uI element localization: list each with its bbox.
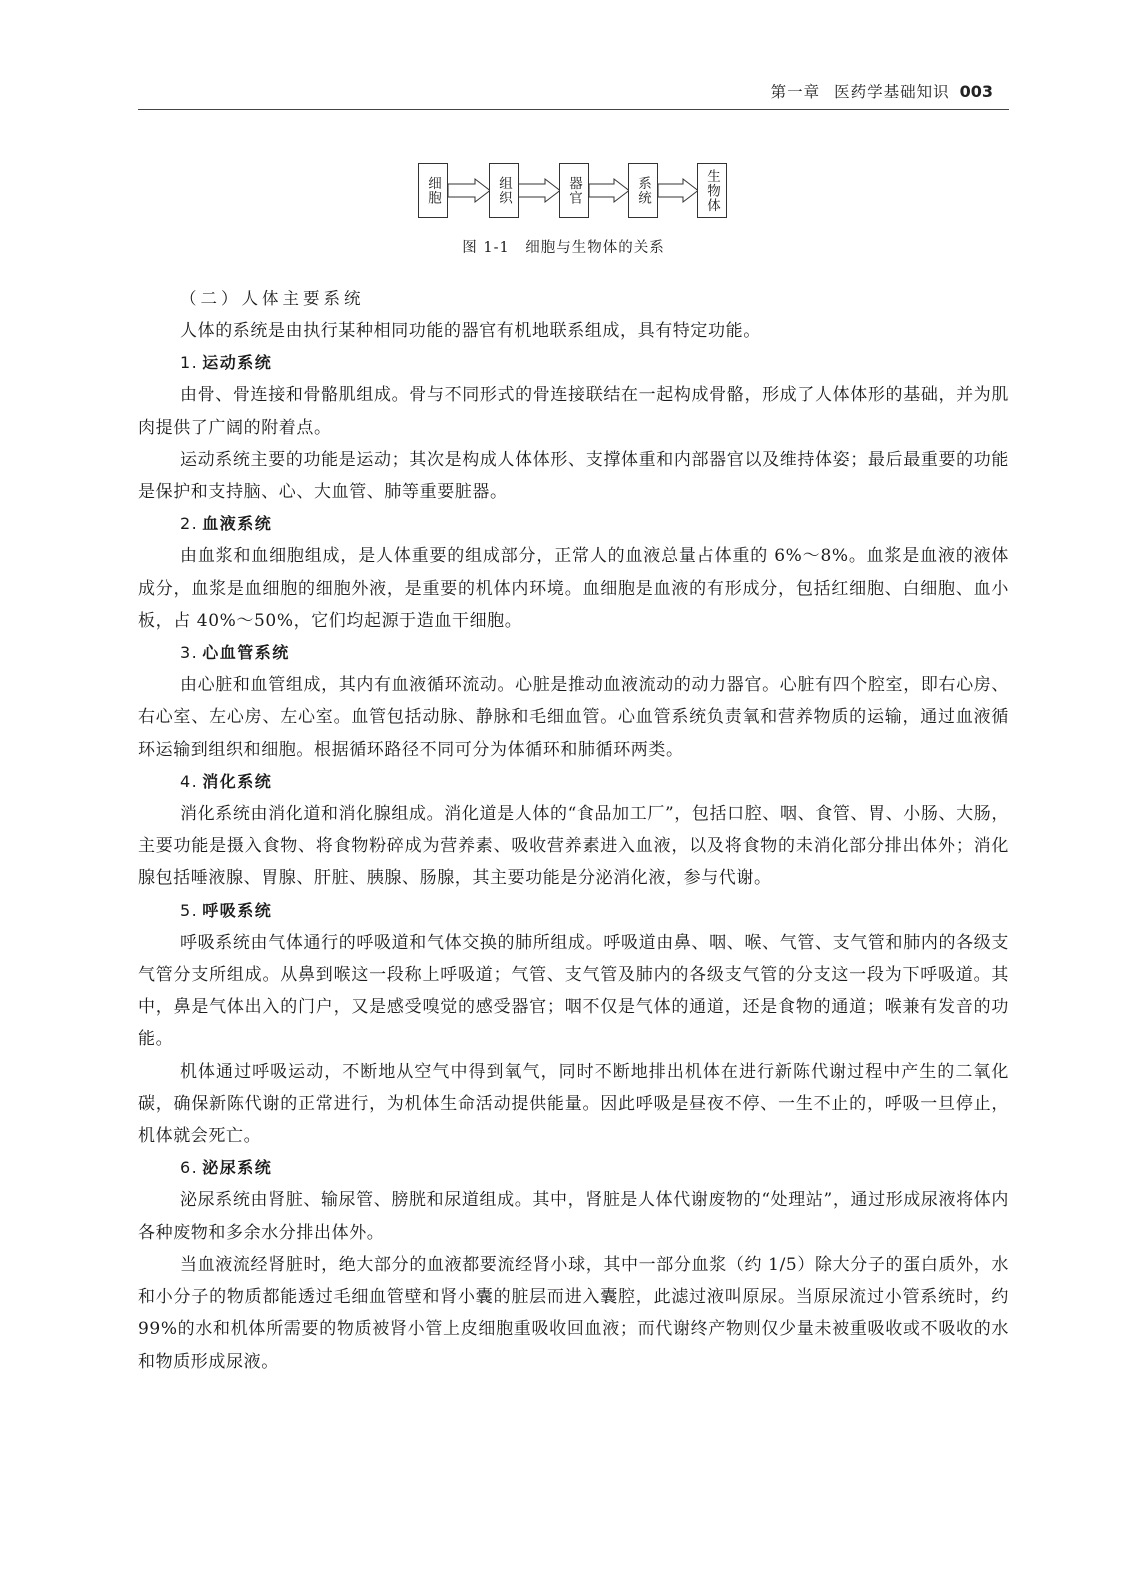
- section-paragraph: 运动系统主要的功能是运动；其次是构成人体体形、支撑体重和内部器官以及维持体姿；最后最重要的功能是保护和支持脑、心、大血管、肺等重要脏器。: [138, 449, 1009, 503]
- subheading: （二）人体主要系统: [180, 289, 365, 308]
- chapter-title: 医药学基础知识: [834, 83, 950, 101]
- main-content: [138, 283, 1009, 1378]
- section-paragraph: 机体通过呼吸运动，不断地从空气中得到氧气，同时不断地排出机体在进行新陈代谢过程中产生的二氧化碳，确保新陈代谢的正常进行，为机体生命活动提供能量。因此呼吸是昼夜不停、一生不止的，呼吸一旦停止，机体就会死亡。: [138, 1061, 1009, 1147]
- section-heading: [180, 508, 1009, 540]
- running-head: [771, 80, 993, 102]
- section-number: 5.: [180, 900, 199, 920]
- section-paragraph: 消化系统由消化道和消化腺组成。消化道是人体的“食品加工厂”，包括口腔、咽、食管、胃、小肠、大肠，主要功能是摄入食物、将食物粉碎成为营养素、吸收营养素进入血液，以及将食物的未消化部分排出体外；消化腺包括唾液腺、胃腺、肝脏、胰腺、肠腺，其主要功能是分泌消化液，参与代谢。: [138, 804, 1009, 889]
- section-title: 运动系统: [202, 353, 273, 373]
- section-heading: [180, 766, 1009, 798]
- section-paragraph: 由骨、骨连接和骨骼肌组成。骨与不同形式的骨连接联结在一起构成骨骼，形成了人体体形的基础，并为肌肉提供了广阔的附着点。: [138, 385, 1009, 438]
- section-title: 心血管系统: [202, 643, 290, 663]
- section-number: 2.: [180, 514, 199, 534]
- section-title: 血液系统: [202, 514, 273, 534]
- section-number: 3.: [180, 643, 199, 663]
- chapter-label: 第一章: [770, 83, 821, 101]
- section-paragraph: 当血液流经肾脏时，绝大部分的血液都要流经肾小球，其中一部分血浆（约 1/5）除大分子的蛋白质外，水和小分子的物质都能透过毛细血管壁和肾小囊的脏层而进入囊腔，此滤过液叫原尿。当原尿流过小管系统时，约 99%的水和机体所需要的物质被肾小管上皮细胞重吸收回血液；而代谢终产物则仅少量未被重吸收或不吸收的水和物质形成尿液。: [138, 1254, 1009, 1372]
- node-cell: 细胞: [418, 163, 448, 218]
- header-rule: [138, 109, 1009, 110]
- node-system: 系统: [628, 163, 658, 218]
- section-title: 消化系统: [202, 771, 273, 791]
- section-paragraph: 呼吸系统由气体通行的呼吸道和气体交换的肺所组成。呼吸道由鼻、咽、喉、气管、支气管和肺内的各级支气管分支所组成。从鼻到喉这一段称上呼吸道；气管、支气管及肺内的各级支气管的分支这一段为下呼吸道。其中，鼻是气体出入的门户，又是感受嗅觉的感受器官；咽不仅是气体的通道，还是食物的通道；喉兼有发音的功能。: [138, 932, 1009, 1050]
- intro-paragraph: 人体的系统是由执行某种相同功能的器官有机地联系组成，具有特定功能。: [180, 321, 761, 341]
- section-number: 1.: [180, 353, 199, 373]
- page-header: [138, 78, 1009, 108]
- arrow-4: [658, 179, 698, 202]
- section-paragraph: 由血浆和血细胞组成，是人体重要的组成部分，正常人的血液总量占体重的 6%～8%。血浆是血液的液体成分，血浆是血细胞的细胞外液，是重要的机体内环境。血细胞是血液的有形成分，包括红细胞、白细胞、血小板，占 40%～50%，它们均起源于造血干细胞。: [138, 546, 1009, 631]
- page-number: 003: [959, 82, 993, 101]
- arrow-2: [518, 179, 560, 202]
- arrow-3: [589, 179, 629, 202]
- node-tissue: 组织: [489, 163, 519, 218]
- node-organism: 生物体: [697, 163, 727, 218]
- sections-container: [138, 347, 1009, 1378]
- section-number: 6.: [180, 1158, 199, 1178]
- flow-diagram: [418, 160, 730, 222]
- node-organ: 器官: [559, 163, 589, 218]
- section-title: 呼吸系统: [202, 900, 273, 920]
- section-heading: [180, 347, 1009, 379]
- figure-cell-to-organism: [0, 160, 1127, 260]
- section-number: 4.: [180, 771, 199, 791]
- arrow-1: [448, 179, 490, 202]
- section-heading: [180, 1152, 1009, 1184]
- section-heading: [180, 637, 1009, 669]
- section-paragraph: 泌尿系统由肾脏、输尿管、膀胱和尿道组成。其中，肾脏是人体代谢废物的“处理站”，通过形成尿液将体内各种废物和多余水分排出体外。: [138, 1190, 1009, 1243]
- section-paragraph: 由心脏和血管组成，其内有血液循环流动。心脏是推动血液流动的动力器官。心脏有四个腔室，即右心房、右心室、左心房、左心室。血管包括动脉、静脉和毛细血管。心血管系统负责氧和营养物质的运输，通过血液循环运输到组织和细胞。根据循环路径不同可分为体循环和肺循环两类。: [138, 675, 1009, 760]
- section-heading: [180, 895, 1009, 927]
- figure-caption: 图 1-1 细胞与生物体的关系: [462, 240, 665, 256]
- section-title: 泌尿系统: [202, 1158, 273, 1178]
